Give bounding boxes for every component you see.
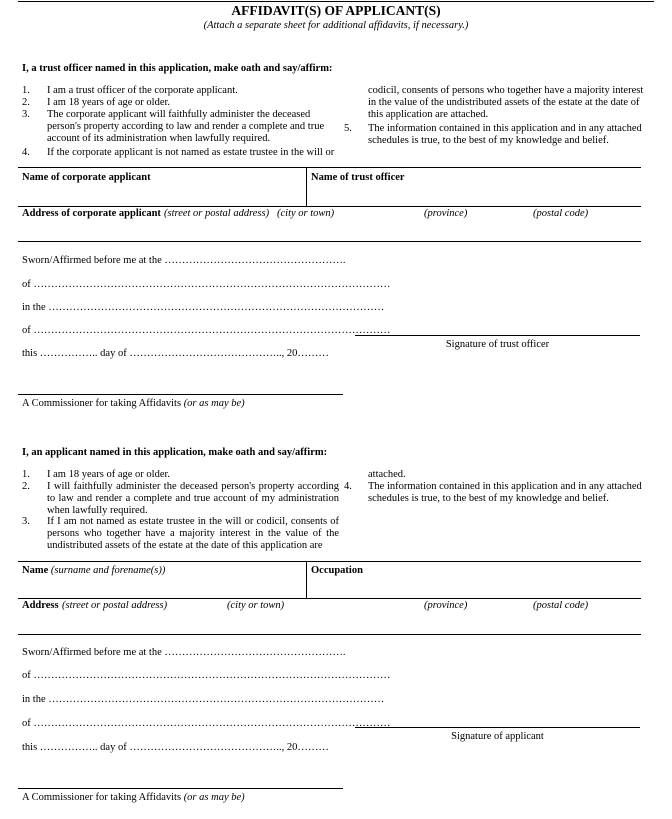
s1-signature-rule (355, 335, 640, 336)
corporate-applicant-label: Name of corporate applicant (22, 172, 151, 183)
s1-item4-num: 4. (22, 147, 30, 158)
occupation-label: Occupation (311, 565, 363, 576)
s2-address-province: (province) (424, 600, 468, 611)
s2-in-the-line: in the …………………………………………………………………………………… (22, 694, 385, 705)
s1-address-postal: (postal code) (533, 208, 589, 219)
s2-commissioner-label (22, 792, 245, 804)
section1-heading: I, a trust officer named in this application, make oath and say/affirm: (22, 63, 333, 74)
section2-heading: I, an applicant named in this application, make oath and say/affirm: (22, 447, 328, 458)
s1-item4-text: If the corporate applicant is not named as estate trustee in the will or (47, 147, 335, 158)
s1-item4-continued: codicil, consents of persons who together have a majority interest in the value of the undistributed assets of the estate at the date of this application are attached. (368, 85, 644, 120)
form-subtitle: (Attach a separate sheet for additional affidavits, if necessary.) (203, 20, 469, 31)
name-label (22, 565, 165, 577)
s2-table-mid-rule (18, 598, 641, 599)
s2-table-divider (306, 561, 307, 598)
s1-table-divider (306, 167, 307, 206)
s2-commissioner-text: A Commissioner for taking Affidavits (22, 792, 182, 803)
s2-item1-text: I am 18 years of age or older. (47, 469, 171, 480)
s1-commissioner-label (22, 398, 245, 410)
s1-table-bottom-rule (18, 241, 641, 242)
s2-item4-num: 4. (344, 481, 352, 492)
s1-of-line-1: of ………………………………………………………………………………………… (22, 279, 391, 290)
s1-item5-num: 5. (344, 123, 352, 134)
s1-address-label: Address of corporate applicant (22, 208, 161, 219)
s2-address-postal: (postal code) (533, 600, 589, 611)
s1-item2-num: 2. (22, 97, 30, 108)
s1-address-street: (street or postal address) (164, 208, 270, 219)
s2-address-street: (street or postal address) (62, 600, 168, 611)
s1-table-mid-rule (18, 206, 641, 207)
s2-of-line-2: of ………………………………………………………………………………………… (22, 718, 391, 729)
s2-item3-num: 3. (22, 516, 30, 527)
s1-address-province: (province) (424, 208, 468, 219)
s2-of-line-1: of ………………………………………………………………………………………… (22, 670, 391, 681)
s2-item2-num: 2. (22, 481, 30, 492)
s2-signature-rule (355, 727, 640, 728)
s1-item5-text: The information contained in this application and in any attached schedules is true, to the best of my knowledge and belief. (368, 123, 642, 146)
name-label-italic: (surname and forename(s)) (50, 565, 166, 576)
s1-signature-label: Signature of trust officer (445, 339, 550, 350)
s1-in-the-line: in the …………………………………………………………………………………… (22, 302, 385, 313)
s2-commissioner-rule (18, 788, 343, 789)
s1-commissioner-text: A Commissioner for taking Affidavits (22, 398, 182, 409)
s1-commissioner-italic: (or as may be) (183, 398, 245, 409)
s1-commissioner-rule (18, 394, 343, 395)
s1-item2-text: I am 18 years of age or older. (47, 97, 171, 108)
s1-of-line-2: of ………………………………………………………………………………………… (22, 325, 391, 336)
s2-table-bottom-rule (18, 634, 641, 635)
s1-sworn-line: Sworn/Affirmed before me at the ……………………………………………. (22, 255, 346, 266)
s2-table-top-rule (18, 561, 641, 562)
s1-item3-num: 3. (22, 109, 30, 120)
s2-address-city: (city or town) (227, 600, 285, 611)
s2-item3-text: If I am not named as estate trustee in the will or codicil, consents of persons who together have a majority interest in the value of the undistributed assets of the estate at the date of this application are (47, 516, 339, 551)
form-title: AFFIDAVIT(S) OF APPLICANT(S) (231, 3, 441, 18)
s2-sworn-line: Sworn/Affirmed before me at the ……………………………………………. (22, 647, 346, 658)
top-rule (18, 1, 654, 2)
s1-address-city: (city or town) (277, 208, 335, 219)
s2-item1-num: 1. (22, 469, 30, 480)
s2-address-label: Address (22, 600, 59, 611)
s1-item1-num: 1. (22, 85, 30, 96)
trust-officer-label: Name of trust officer (311, 172, 405, 183)
s2-item4-text: The information contained in this application and in any attached schedules is true, to the best of my knowledge and belief. (368, 481, 642, 504)
s1-item1-text: I am a trust officer of the corporate applicant. (47, 85, 238, 96)
s1-table-top-rule (18, 167, 641, 168)
s2-signature-label: Signature of applicant (451, 731, 544, 742)
s2-date-line: this …………….. day of …………………………………….., 20……… (22, 742, 329, 753)
s1-item3-text: The corporate applicant will faithfully administer the deceased person's property according to law and render a complete and true account of its administration when lawfully required. (47, 109, 325, 144)
s1-date-line: this …………….. day of …………………………………….., 20……… (22, 348, 329, 359)
s2-commissioner-italic: (or as may be) (183, 792, 245, 803)
s2-item2-text: I will faithfully administer the deceased person's property according to law and render a complete and true account of my administration when lawfully required. (47, 481, 339, 516)
s2-item3-continued: attached. (368, 469, 406, 480)
name-label-text: Name (22, 565, 49, 576)
